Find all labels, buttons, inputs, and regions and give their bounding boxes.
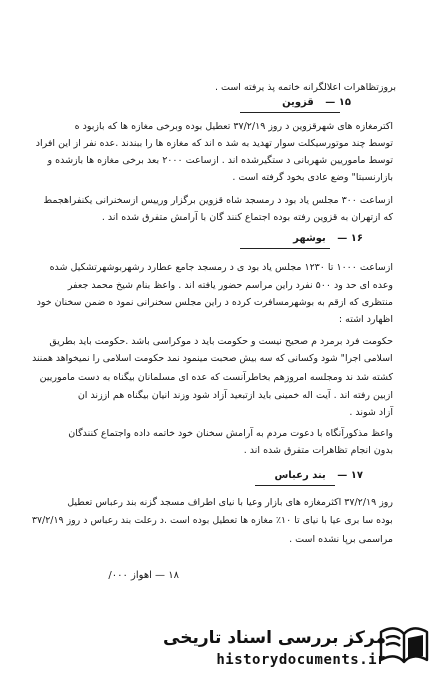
doc-line: توسط ماموریین شهربانی د ستگیرشده اند . ازساعت ۲۰۰۰ بعد برخی مغازه ها بازشده و — [47, 155, 393, 166]
doc-line: مراسمی برپا نشده است . — [289, 534, 393, 545]
doc-line: بازارنسبتا" وضع عادی بخود گرفته است . — [232, 172, 393, 183]
doc-line: روز ۳۷/۲/۱۹ اکثرمغازه های بازار وعیا با نیای اطراف مسجد گزنه بند رعباس تعطیل — [67, 497, 393, 508]
heading-title: قزوین — [282, 97, 314, 108]
doc-line: ازبین رفته اند . آیت اله خمینی باید ازتبعید آزاد شود وزند انیان بیگناه هم اززند ان — [77, 390, 393, 401]
doc-line: واعظ مذکورآنگاه با دعوت مردم به آرامش سخنان خود خاتمه داده واجتماع کنندگان — [68, 428, 393, 439]
book-logo-icon — [375, 618, 433, 668]
doc-line: کشته شد ند ومجلسه امروزهم بخاطرآنست که عده ای مسلمانان بیگناه به دست ماموریین — [39, 372, 393, 383]
section-heading-bushehr — [293, 233, 363, 245]
doc-line: اظهارد اشته : — [338, 314, 393, 325]
heading-underline — [255, 485, 335, 486]
section-heading-ahvaz: ۱۸ — اهواز ۰۰۰/ — [108, 570, 179, 581]
watermark-title: مرکز بررسی اسناد تاریخی — [163, 628, 386, 648]
doc-line: منتظری که ازقم به بوشهرمسافرت کرده د راین مجلس سخنرانی نمود ه ضمن سخنان خود — [36, 297, 393, 308]
heading-underline — [240, 112, 340, 113]
section-heading-bandar-abbas — [274, 470, 363, 482]
doc-line: حکومت فرد برمرد م صحیح نیست و حکومت باید د موکراسی باشد .حکومت باید بطریق — [49, 336, 393, 347]
doc-line: اکترمغازه های شهرقزوین د روز ۳۷/۲/۱۹ تعطیل بوده وبرخی مغازه ها که بازبود ه — [74, 121, 393, 132]
doc-line: بروزتظاهرات اعلالگرانه خاتمه پذ یرفته است . — [214, 82, 396, 93]
doc-line: بوده سا بری عیا با نیای تا ۱۰٪ مغازه ها تعطیل بوده است .د رعلت بند رعباس د روز ۳۷/۲/۱۹ — [32, 515, 393, 526]
heading-number: ۱۶ — — [337, 233, 363, 244]
doc-line: بدون انجام تظاهرات متفرق شده اند . — [243, 445, 393, 456]
doc-line: اسلامی اجرا" شود وکسانی که سه بیش صحبت مینمود نمد حکومت اسلامی را نمیخواهد همنند — [32, 353, 393, 364]
doc-line: توسط چند موتورسیکلت سوار تهدید به شد ه اند که مغازه ها را ببندند .عده نفر از این افراد — [35, 138, 393, 149]
heading-title: بوشهر — [293, 233, 326, 244]
heading-title: بند رعباس — [274, 470, 326, 481]
heading-number: ۱۵ — — [325, 97, 351, 108]
doc-line: وعده ای حد ود ۵۰۰ نفرد راین مراسم حضور یافته اند . واعظ بنام شیخ محمد جعفر — [67, 280, 393, 291]
doc-line: ازساعت ۱۰۰۰ تا ۱۲۳۰ مجلس یاد بود ی د رمسجد جامع عطارد رشهربوشهرتشکیل شده — [49, 262, 393, 273]
watermark-url: historydocuments.ir — [216, 652, 386, 668]
section-heading-qazvin — [282, 97, 351, 109]
doc-line: که ازتهران به قزوین رفته بوده اجتماع کنند گان با آرامش متفرق شده اند . — [101, 212, 393, 223]
doc-line: آزاد شوند . — [349, 407, 393, 418]
doc-line: ازساعت ۳۰۰ مجلس یاد بود د رمسجد شاه قزوین برگزار ورییس ازسخنرانی یکنفراهجمط — [43, 195, 393, 206]
heading-number: ۱۷ — — [337, 470, 363, 481]
heading-underline — [240, 248, 330, 249]
